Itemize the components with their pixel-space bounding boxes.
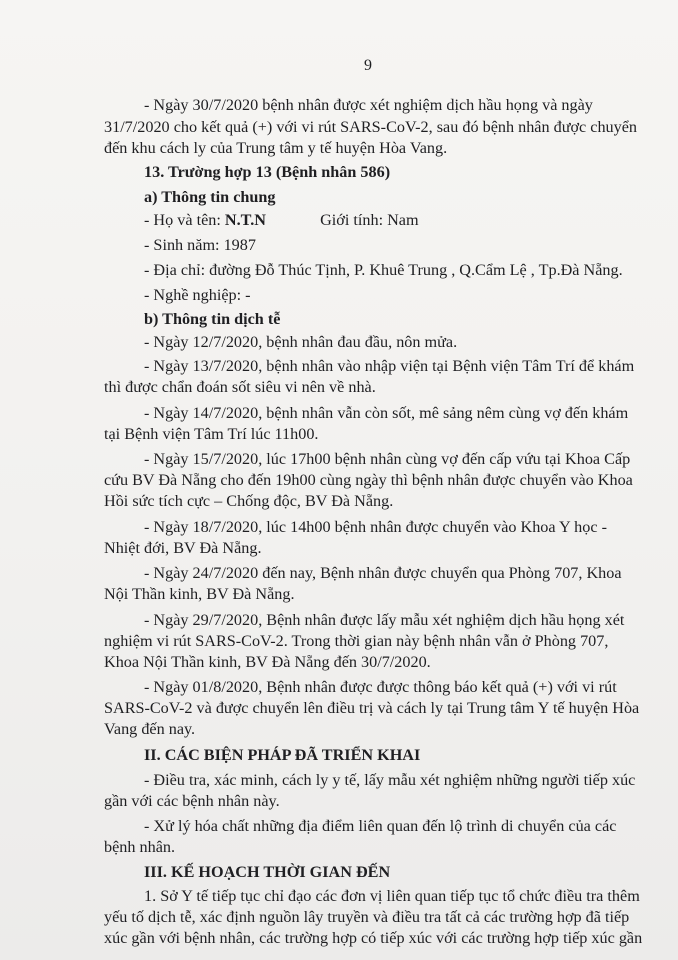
paragraph-line: đến khu cách ly của Trung tâm y tế huyện Hòa Vang. bbox=[104, 139, 448, 157]
paragraph-line: - Ngày 30/7/2020 bệnh nhân được xét nghiệm dịch hầu họng và ngày bbox=[144, 96, 593, 114]
paragraph-line: - Ngày 29/7/2020, Bệnh nhân được lấy mẫu xét nghiệm dịch hầu họng xét bbox=[144, 611, 625, 629]
paragraph-line: Nội Thần kinh, BV Đà Nẵng. bbox=[104, 585, 295, 603]
paragraph-line: - Ngày 01/8/2020, Bệnh nhân được được thông báo kết quả (+) với vi rút bbox=[144, 678, 617, 696]
address-line: - Địa chỉ: đường Đỗ Thúc Tịnh, P. Khuê Trung , Q.Cẩm Lệ , Tp.Đà Nẵng. bbox=[144, 261, 623, 279]
page-number: 9 bbox=[364, 57, 372, 74]
paragraph-line: tại Bệnh viện Tâm Trí lúc 11h00. bbox=[104, 425, 319, 443]
paragraph-line: - Ngày 13/7/2020, bệnh nhân vào nhập viện tại Bệnh viện Tâm Trí để khám bbox=[144, 357, 635, 375]
case-heading: 13. Trường hợp 13 (Bệnh nhân 586) bbox=[144, 163, 391, 181]
paragraph-line: - Xử lý hóa chất những địa điểm liên quan đến lộ trình di chuyển của các bbox=[144, 817, 617, 835]
gender-line: Giới tính: Nam bbox=[320, 211, 419, 229]
section-heading: II. CÁC BIỆN PHÁP ĐÃ TRIỂN KHAI bbox=[144, 746, 421, 764]
paragraph-line: bệnh nhân. bbox=[104, 838, 176, 856]
name-value: N.T.N bbox=[224, 211, 266, 229]
paragraph-line: Hồi sức tích cực – Chống độc, BV Đà Nẵng. bbox=[104, 492, 394, 510]
paragraph-line: cứu BV Đà Nẵng cho đến 19h00 cùng ngày thì bệnh nhân được chuyển vào Khoa bbox=[104, 471, 633, 489]
paragraph-line: - Ngày 14/7/2020, bệnh nhân vẫn còn sốt, mê sảng nêm cùng vợ đến khám bbox=[144, 404, 629, 422]
paragraph-line: nghiệm vi rút SARS-CoV-2. Trong thời gian này bệnh nhân vẫn ở Phòng 707, bbox=[104, 632, 609, 650]
name-label: - Họ và tên: bbox=[144, 211, 221, 229]
paragraph-line: - Điều tra, xác minh, cách ly y tế, lấy mẫu xét nghiệm những người tiếp xúc bbox=[144, 771, 636, 789]
name-gender-line bbox=[144, 210, 666, 231]
paragraph-line: Vang đến nay. bbox=[104, 720, 196, 738]
paragraph-line: SARS-CoV-2 và được chuyển lên điều trị và cách ly tại Trung tâm Y tế huyện Hòa bbox=[104, 699, 640, 717]
paragraph-line: - Ngày 12/7/2020, bệnh nhân đau đầu, nôn mửa. bbox=[144, 333, 458, 351]
birth-year-line: - Sinh năm: 1987 bbox=[144, 236, 256, 254]
occupation-line: - Nghề nghiệp: - bbox=[144, 286, 251, 304]
paragraph-line: Nhiệt đới, BV Đà Nẵng. bbox=[104, 539, 262, 557]
paragraph-line: 31/7/2020 cho kết quả (+) với vi rút SARS-CoV-2, sau đó bệnh nhân được chuyển bbox=[104, 118, 638, 136]
paragraph-line: - Ngày 24/7/2020 đến nay, Bệnh nhân được chuyển qua Phòng 707, Khoa bbox=[144, 564, 622, 582]
section-heading: III. KẾ HOẠCH THỜI GIAN ĐẾN bbox=[144, 863, 391, 881]
section-heading: b) Thông tin dịch tễ bbox=[144, 310, 281, 328]
paragraph-line: 1. Sở Y tế tiếp tục chỉ đạo các đơn vị liên quan tiếp tục tổ chức điều tra thêm bbox=[144, 887, 640, 905]
paragraph-line: thì được chẩn đoán sốt siêu vi nên về nhà. bbox=[104, 378, 376, 396]
paragraph-line: yếu tố dịch tễ, xác định nguồn lây truyền và điều tra tất cả các trường hợp đã tiếp bbox=[104, 908, 630, 926]
paragraph-line: Khoa Nội Thần kinh, BV Đà Nẵng đến 30/7/2020. bbox=[104, 653, 431, 671]
paragraph-line: xúc gần với bệnh nhân, các trường hợp có tiếp xúc với các trường hợp tiếp xúc gần bbox=[104, 929, 643, 947]
paragraph-line: - Ngày 15/7/2020, lúc 17h00 bệnh nhân cùng vợ đến cấp vứu tại Khoa Cấp bbox=[144, 450, 631, 468]
paragraph-line: - Ngày 18/7/2020, lúc 14h00 bệnh nhân được chuyển vào Khoa Y học - bbox=[144, 518, 607, 536]
paragraph-line: gần với các bệnh nhân này. bbox=[104, 792, 280, 810]
section-heading: a) Thông tin chung bbox=[144, 188, 276, 206]
